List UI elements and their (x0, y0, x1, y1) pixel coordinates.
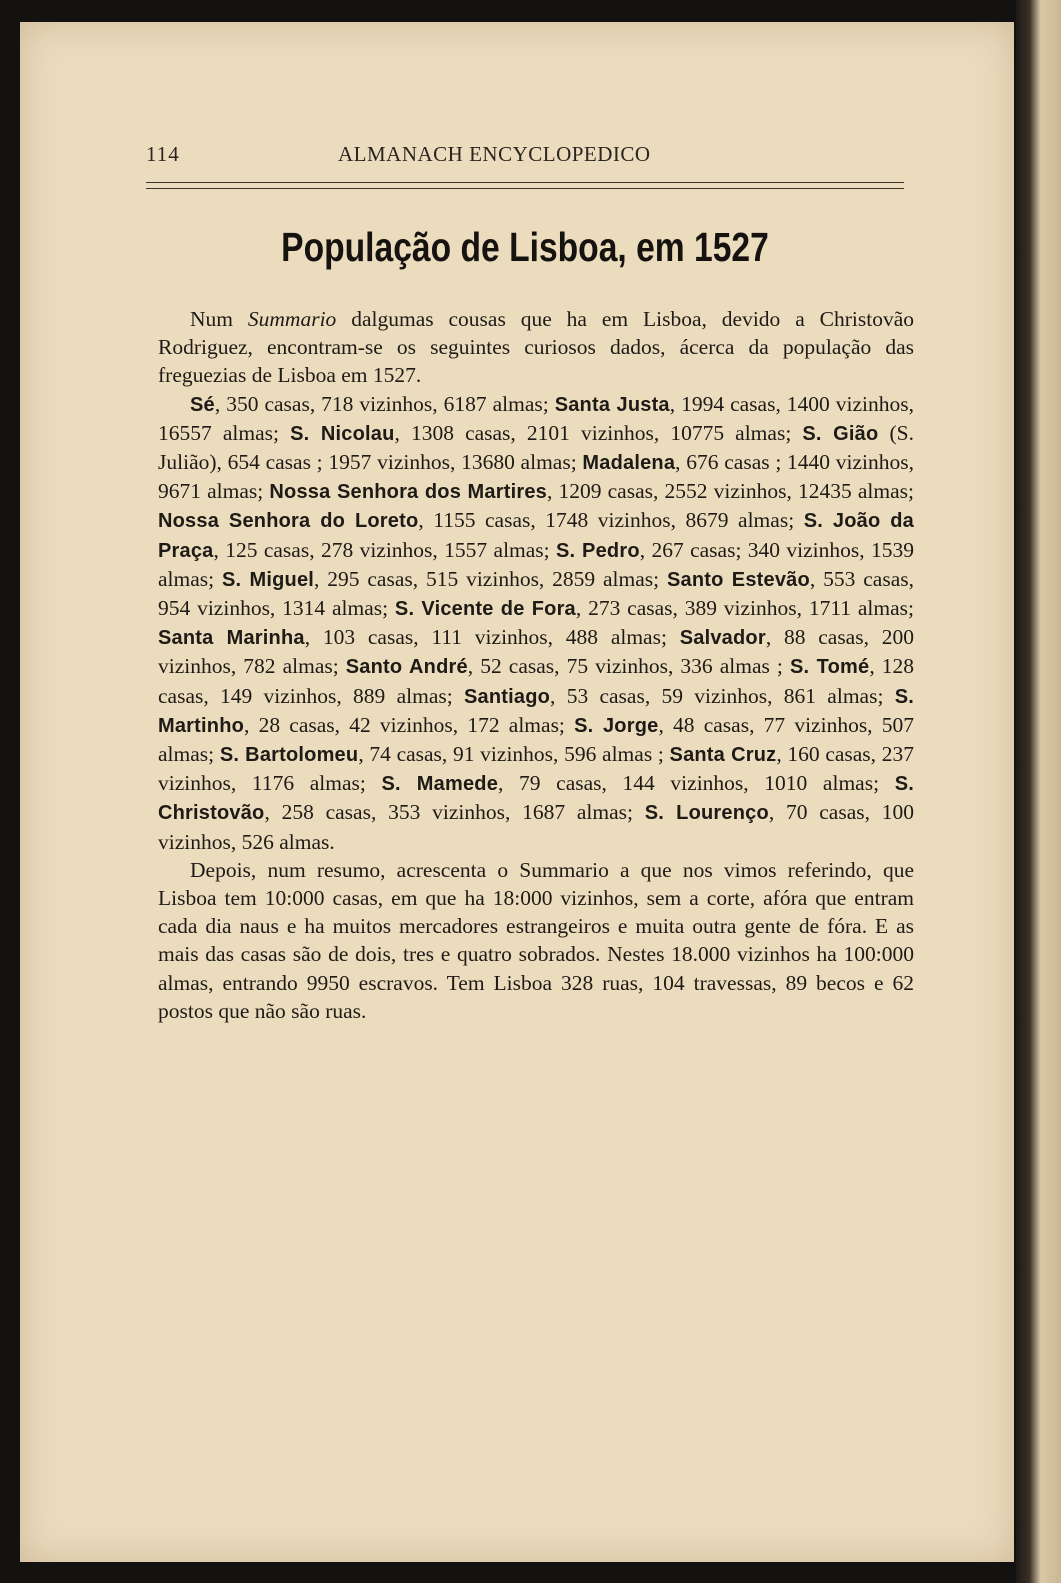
parish-details: , 74 casas, 91 vizinhos, 596 almas ; (358, 742, 670, 767)
parish-details: , 676 casas ; 1440 vizinhos, 9671 almas; (158, 450, 914, 504)
running-header (146, 142, 906, 172)
parish-name: S. Nicolau (290, 422, 395, 445)
parish-details: , 160 casas, 237 vizinhos, 1176 almas; (158, 742, 914, 796)
parish-details: , 70 casas, 100 vizinhos, 526 almas. (158, 800, 914, 854)
parish-name: Salvador (679, 627, 766, 650)
parish-name: Sé (190, 393, 215, 416)
parish-name: Santo André (345, 656, 468, 679)
page-edge-binding (1016, 0, 1061, 1583)
parish-details: , 28 casas, 42 vizinhos, 172 almas; (244, 712, 575, 737)
parish-details: , 1994 casas, 1400 vizinhos, 16557 almas; (158, 391, 915, 445)
parish-details: , 48 casas, 77 vizinhos, 507 almas; (158, 712, 915, 767)
parish-details: , 267 casas; 340 vizinhos, 1539 almas; (158, 537, 915, 591)
parish-name: Santa Marinha (158, 627, 305, 650)
parish-name: S. Martinho (158, 685, 915, 737)
parish-name: S. Gião (802, 422, 879, 445)
parish-details: , 273 casas, 389 vizinhos, 1711 almas; (575, 596, 914, 621)
article-body (158, 305, 914, 1025)
parish-details: , 53 casas, 59 vizinhos, 861 almas; (550, 683, 895, 708)
parish-list-paragraph (158, 390, 914, 856)
parish-details: , 125 casas, 278 vizinhos, 1557 almas; (213, 537, 557, 562)
intro-paragraph (158, 305, 914, 390)
parish-name: Santo Estevão (667, 568, 810, 591)
parish-name: Santiago (463, 685, 551, 708)
parish-details: , 103 casas, 111 vizinhos, 488 almas; (304, 625, 680, 650)
parish-name: S. Miguel (221, 568, 315, 591)
page-number: 114 (146, 142, 180, 166)
parish-name: Madalena (582, 452, 676, 475)
parish-name: S. Jorge (574, 714, 659, 737)
parish-name: S. Vicente de Fora (394, 598, 576, 621)
parish-details: , 52 casas, 75 vizinhos, 336 almas ; (467, 654, 790, 679)
article-title: População de Lisboa, em 1527 (281, 224, 769, 270)
parish-name: Nossa Senhora do Loreto (158, 510, 419, 533)
parish-name: Santa Justa (554, 393, 670, 416)
running-title: ALMANACH ENCYCLOPEDICO (338, 142, 651, 166)
parish-name: S. Lourenço (644, 802, 769, 825)
parish-details: , 128 casas, 149 vizinhos, 889 almas; (158, 654, 915, 708)
parish-details: , 79 casas, 144 vizinhos, 1010 almas; (498, 771, 895, 796)
conclusion-paragraph: Depois, num resumo, acrescenta o Summario a que nos vimos referindo, que Lisboa tem 10:000 casas, em que ha 18:000 vizinhos, sem a corte, afóra que entram cada dia naus e ha muitos mercadores estrangeiros e muita outra gente de fóra. E as mais das casas são de dois, tres e quatro sobrados. Nestes 18.000 vizinhos ha 100:000 almas, entrando 9950 escravos. Tem Lisboa 328 ruas, 104 travessas, 89 becos e 62 postos que não são ruas. (158, 857, 914, 1023)
parish-details: , 350 casas, 718 vizinhos, 6187 almas; (214, 391, 555, 416)
parish-details: (S. Julião), 654 casas ; 1957 vizinhos, 13680 almas; (158, 420, 915, 475)
source-title: Summario (247, 307, 337, 331)
intro-lead: Num (190, 307, 248, 331)
parish-name: Nossa Senhora dos Martires (269, 481, 547, 504)
parish-details: , 88 casas, 200 vizinhos, 782 almas; (158, 625, 914, 679)
parish-name: S. Tomé (789, 656, 870, 679)
parish-name: Santa Cruz (669, 744, 777, 767)
parish-details: , 1209 casas, 2552 vizinhos, 12435 almas; (546, 479, 915, 504)
parish-details: , 553 casas, 954 vizinhos, 1314 almas; (158, 566, 914, 621)
parish-name: S. Christovão (158, 773, 914, 825)
intro-text: dalgumas cousas que ha em Lisboa, devido a Christovão Rodriguez, encontram-se os seguintes curiosos dados, ácerca da população das freguezias de Lisboa em 1527. (158, 307, 914, 388)
parish-details: , 258 casas, 353 vizinhos, 1687 almas; (264, 800, 645, 825)
header-double-rule (146, 182, 904, 189)
parish-name: S. João da Praça (158, 510, 914, 562)
parish-details: , 1155 casas, 1748 vizinhos, 8679 almas; (418, 508, 804, 533)
parish-name: S. Pedro (556, 539, 640, 562)
parish-name: S. Bartolomeu (219, 744, 359, 767)
parish-details: , 295 casas, 515 vizinhos, 2859 almas; (314, 566, 667, 591)
parish-name: S. Mamede (381, 773, 499, 796)
parish-details: , 1308 casas, 2101 vizinhos, 10775 almas; (394, 420, 803, 445)
